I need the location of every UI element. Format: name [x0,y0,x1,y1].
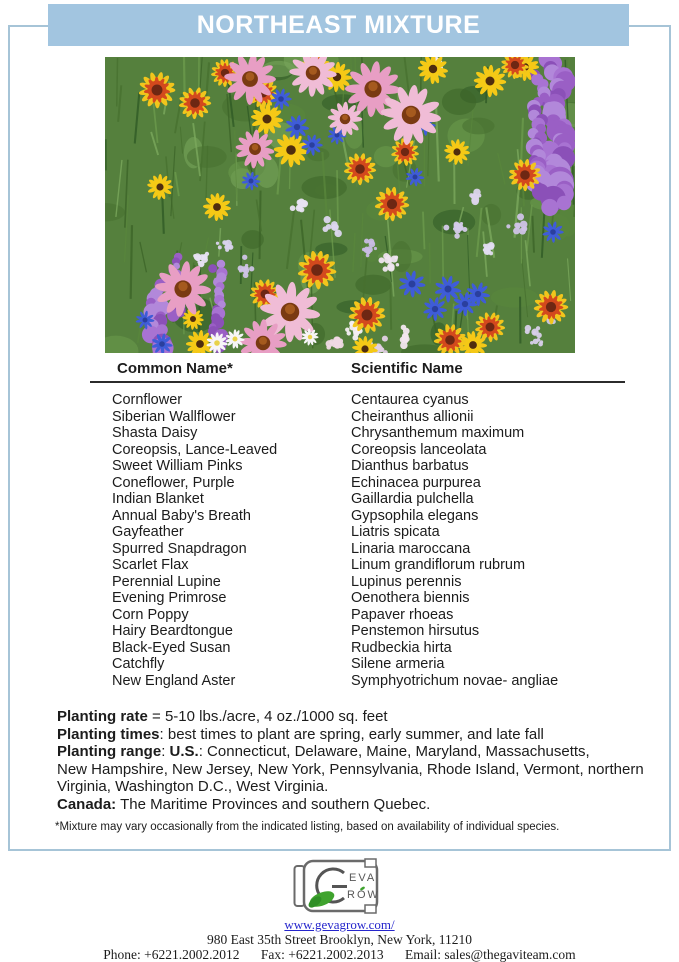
table-row [0,524,679,541]
common-name-cell: Hairy Beardtongue [112,623,233,639]
wildflower-photo [105,57,575,353]
phone-number: Phone: +6221.2002.2012 [103,947,240,962]
logo-text-row: ROW [346,889,380,901]
planting-line: New Hampshire, New Jersey, New York, Pennsylvania, Rhode Island, Vermont, northern [57,760,644,778]
species-table [0,392,679,689]
common-name-cell: New England Aster [112,672,236,689]
scientific-name-cell: Cheiranthus allionii [351,408,474,425]
scientific-name-cell: Gypsophila elegans [351,507,479,524]
scientific-name-cell: Symphyotrichum novae- angliae [351,672,559,689]
column-header-scientific-name: Scientific Name [351,360,463,377]
planting-line: Planting range: U.S.: Connecticut, Delaware, Maine, Maryland, Massachusetts, [57,743,590,761]
table-row [0,475,679,492]
common-name-cell: Shasta Daisy [112,425,198,441]
website-link[interactable]: www.gevagrow.com/ [284,917,395,932]
common-name-cell: Sweet William Pinks [112,458,243,474]
common-name-cell: Black-Eyed Susan [112,639,231,656]
planting-line: Canada: The Maritime Provinces and southern Quebec. [57,795,431,813]
planting-line: Planting times: best times to plant are spring, early summer, and late fall [57,725,544,743]
scientific-name-cell: Linaria maroccana [351,540,471,557]
table-row [0,574,679,591]
footer [0,918,679,962]
common-name-cell: Catchfly [112,656,165,672]
table-row [0,491,679,508]
common-name-cell: Coneflower, Purple [112,474,235,491]
common-name-cell: Indian Blanket [112,491,204,507]
logo-text-eva: EVA [348,872,376,884]
common-name-cell: Spurred Snapdragon [112,540,247,557]
table-row [0,392,679,409]
common-name-cell: Perennial Lupine [112,573,221,590]
table-row [0,458,679,475]
scientific-name-cell: Liatris spicata [351,524,440,540]
common-name-cell: Coreopsis, Lance-Leaved [112,441,278,458]
common-name-cell: Corn Poppy [112,606,189,623]
contact-line [0,948,679,962]
scientific-name-cell: Penstemon hirsutus [351,623,480,639]
common-name-cell: Scarlet Flax [112,557,189,573]
table-row [0,590,679,607]
table-row [0,557,679,574]
scientific-name-cell: Silene armeria [351,656,445,672]
table-row [0,607,679,624]
scientific-name-cell: Gaillardia pulchella [351,491,474,507]
table-row [0,409,679,426]
scientific-name-cell: Lupinus perennis [351,573,462,590]
table-row [0,623,679,640]
table-row [0,425,679,442]
wildflower-meadow-illustration [105,57,575,353]
fax-number: Fax: +6221.2002.2013 [260,947,384,962]
planting-info [57,708,642,814]
common-name-cell: Annual Baby's Breath [112,507,251,524]
logo-notch-top [365,859,376,867]
street-address: 980 East 35th Street Brooklyn, New York, 11210 [207,932,472,947]
table-row [0,508,679,525]
scientific-name-cell: Coreopsis lanceolata [351,441,487,458]
common-name-cell: Siberian Wallflower [112,408,236,425]
scientific-name-cell: Centaurea cyanus [351,392,469,408]
email-address: Email: sales@thegaviteam.com [405,947,576,962]
common-name-cell: Evening Primrose [112,590,227,606]
scientific-name-cell: Oenothera biennis [351,590,470,606]
table-row [0,656,679,673]
planting-line: Virginia, Washington D.C., West Virginia. [57,778,329,796]
scientific-name-cell: Linum grandiflorum rubrum [351,557,526,573]
header-bar [48,4,629,46]
scientific-name-cell: Chrysanthemum maximum [351,425,525,441]
scientific-name-cell: Papaver rhoeas [351,606,454,623]
column-header-common-name: Common Name* [117,360,233,377]
table-row [0,442,679,459]
gevagrow-logo [292,856,388,921]
page-title: NORTHEAST MIXTURE [196,10,481,39]
mixture-disclaimer: *Mixture may vary occasionally from the indicated listing, based on availability of individual species. [55,821,560,833]
logo-notch-bottom [365,905,376,913]
scientific-name-cell: Dianthus barbatus [351,458,469,474]
table-header-rule [90,381,625,383]
common-name-cell: Cornflower [112,392,183,408]
scientific-name-cell: Echinacea purpurea [351,474,481,491]
table-row [0,673,679,690]
common-name-cell: Gayfeather [112,524,184,540]
planting-line: Planting rate = 5-10 lbs./acre, 4 oz./1000 sq. feet [57,708,388,725]
table-row [0,541,679,558]
scientific-name-cell: Rudbeckia hirta [351,639,452,656]
table-row [0,640,679,657]
